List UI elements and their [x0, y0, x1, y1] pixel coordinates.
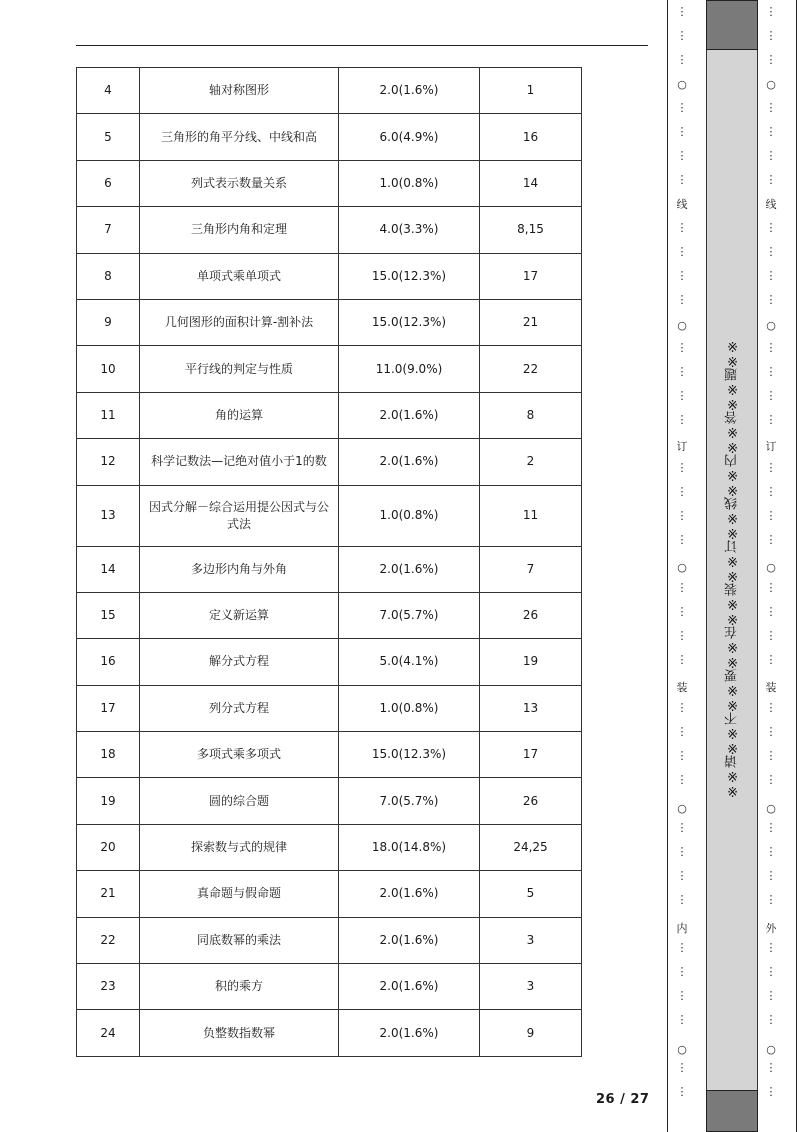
table-row — [77, 685, 582, 731]
outer-line-label: 装 — [765, 681, 777, 694]
cell-number: 7 — [77, 207, 140, 253]
inner-dot-mark: ⋮ — [676, 293, 688, 306]
outer-dot-mark: ⋮ — [765, 341, 777, 354]
cell-number: 17 — [77, 685, 140, 731]
outer-dot-mark: ⋮ — [765, 773, 777, 786]
cell-question: 3 — [480, 917, 582, 963]
inner-dot-mark: ⋮ — [676, 605, 688, 618]
inner-dot-mark: ⋮ — [676, 365, 688, 378]
cell-topic: 解分式方程 — [140, 639, 339, 685]
cell-topic: 圆的综合题 — [140, 778, 339, 824]
cell-score: 2.0(1.6%) — [339, 68, 480, 114]
cell-score: 1.0(0.8%) — [339, 160, 480, 206]
cell-number: 22 — [77, 917, 140, 963]
outer-dot-mark: ⋮ — [765, 1013, 777, 1026]
inner-dot-mark: ⋮ — [676, 1061, 688, 1074]
inner-line-label: 线 — [676, 198, 688, 211]
outer-dot-mark: ⋮ — [765, 845, 777, 858]
inner-dot-mark: ⋮ — [676, 821, 688, 834]
inner-dot-mark: ⋮ — [676, 509, 688, 522]
cell-score: 7.0(5.7%) — [339, 778, 480, 824]
cell-number: 13 — [77, 485, 140, 546]
inner-dot-mark: ⋮ — [676, 701, 688, 714]
cell-topic: 三角形内角和定理 — [140, 207, 339, 253]
outer-dot-mark: ⋮ — [765, 389, 777, 402]
outer-dot-mark: ⋮ — [765, 629, 777, 642]
cell-number: 15 — [77, 592, 140, 638]
outer-dot-mark: ⋮ — [765, 485, 777, 498]
outer-dot-mark: ⋮ — [765, 173, 777, 186]
inner-dot-mark: ⋮ — [676, 941, 688, 954]
cell-question: 8,15 — [480, 207, 582, 253]
outer-dot-mark: ⋮ — [765, 749, 777, 762]
outer-dot-mark: ⋮ — [765, 29, 777, 42]
cell-number: 23 — [77, 964, 140, 1010]
outer-dot-mark: ⋮ — [765, 653, 777, 666]
cell-topic: 角的运算 — [140, 392, 339, 438]
table-row — [77, 778, 582, 824]
inner-dot-mark: ⋮ — [676, 989, 688, 1002]
outer-dot-mark: ⋮ — [765, 125, 777, 138]
header-rule — [76, 45, 648, 46]
inner-dot-mark: ⋮ — [676, 581, 688, 594]
inner-dot-mark: ⋮ — [676, 653, 688, 666]
inner-dot-mark: ⋮ — [676, 533, 688, 546]
cell-number: 8 — [77, 253, 140, 299]
outer-dot-mark: ⋮ — [765, 869, 777, 882]
cell-question: 22 — [480, 346, 582, 392]
inner-dot-mark: ⋮ — [676, 1085, 688, 1098]
cell-topic: 轴对称图形 — [140, 68, 339, 114]
cell-number: 14 — [77, 546, 140, 592]
cell-score: 18.0(14.8%) — [339, 824, 480, 870]
inner-dot-mark: ⋮ — [676, 869, 688, 882]
binding-cap-top — [706, 0, 758, 50]
cell-score: 2.0(1.6%) — [339, 964, 480, 1010]
cell-number: 4 — [77, 68, 140, 114]
inner-dot-mark: ⋮ — [676, 749, 688, 762]
outer-dot-mark: ⋮ — [765, 245, 777, 258]
cell-topic: 定义新运算 — [140, 592, 339, 638]
outer-dot-mark: ⋮ — [765, 581, 777, 594]
outer-dot-mark: ⋮ — [765, 725, 777, 738]
inner-dot-mark: ⋮ — [676, 53, 688, 66]
inner-dot-mark: ⋮ — [676, 101, 688, 114]
table-row — [77, 346, 582, 392]
outer-binding-line — [762, 0, 780, 1132]
outer-dot-mark: ⋮ — [765, 269, 777, 282]
outer-dot-mark: ⋮ — [765, 989, 777, 1002]
cell-topic: 积的乘方 — [140, 964, 339, 1010]
table-row — [77, 871, 582, 917]
cell-number: 5 — [77, 114, 140, 160]
cell-question: 11 — [480, 485, 582, 546]
cell-topic: 真命题与假命题 — [140, 871, 339, 917]
table-row — [77, 592, 582, 638]
cell-topic: 探索数与式的规律 — [140, 824, 339, 870]
outer-dot-mark: ⋮ — [765, 1085, 777, 1098]
table-row — [77, 485, 582, 546]
inner-line-label: 内 — [676, 922, 688, 935]
inner-dot-mark: ⋮ — [676, 413, 688, 426]
cell-topic: 负整数指数幂 — [140, 1010, 339, 1056]
cell-score: 15.0(12.3%) — [339, 732, 480, 778]
cell-question: 16 — [480, 114, 582, 160]
inner-dot-mark: ⋮ — [676, 893, 688, 906]
cell-topic: 三角形的角平分线、中线和高 — [140, 114, 339, 160]
cell-number: 11 — [77, 392, 140, 438]
cell-question: 19 — [480, 639, 582, 685]
cell-question: 13 — [480, 685, 582, 731]
cell-topic: 因式分解－综合运用提公因式与公式法 — [140, 485, 339, 546]
outer-circle-mark: ○ — [766, 319, 776, 332]
outer-dot-mark: ⋮ — [765, 821, 777, 834]
inner-dot-mark: ⋮ — [676, 629, 688, 642]
outer-dot-mark: ⋮ — [765, 605, 777, 618]
table-row — [77, 639, 582, 685]
knowledge-point-table — [76, 67, 582, 1057]
cell-topic: 多边形内角与外角 — [140, 546, 339, 592]
inner-dot-mark: ⋮ — [676, 245, 688, 258]
cell-question: 1 — [480, 68, 582, 114]
cell-number: 20 — [77, 824, 140, 870]
cell-number: 21 — [77, 871, 140, 917]
outer-circle-mark: ○ — [766, 78, 776, 91]
cell-question: 3 — [480, 964, 582, 1010]
cell-question: 26 — [480, 778, 582, 824]
table-row — [77, 546, 582, 592]
binding-warning-text: ※※请※※不※※要※※在※※装※※订※※线※※内※※答※※题※※ — [725, 338, 740, 798]
cell-question: 17 — [480, 732, 582, 778]
page-number: 26 / 27 — [596, 1092, 650, 1107]
cell-question: 26 — [480, 592, 582, 638]
inner-circle-mark: ○ — [677, 78, 687, 91]
cell-number: 9 — [77, 299, 140, 345]
cell-number: 19 — [77, 778, 140, 824]
inner-dot-mark: ⋮ — [676, 221, 688, 234]
outer-circle-mark: ○ — [766, 802, 776, 815]
outer-dot-mark: ⋮ — [765, 701, 777, 714]
inner-dot-mark: ⋮ — [676, 773, 688, 786]
outer-dot-mark: ⋮ — [765, 941, 777, 954]
table-row — [77, 207, 582, 253]
outer-dot-mark: ⋮ — [765, 533, 777, 546]
inner-dot-mark: ⋮ — [676, 269, 688, 282]
outer-line-label: 外 — [765, 922, 777, 935]
cell-topic: 多项式乘多项式 — [140, 732, 339, 778]
cell-topic: 列分式方程 — [140, 685, 339, 731]
outer-circle-mark: ○ — [766, 561, 776, 574]
outer-dot-mark: ⋮ — [765, 893, 777, 906]
cell-topic: 科学记数法—记绝对值小于1的数 — [140, 439, 339, 485]
inner-circle-mark: ○ — [677, 561, 687, 574]
table-row — [77, 253, 582, 299]
inner-dot-mark: ⋮ — [676, 1013, 688, 1026]
outer-dot-mark: ⋮ — [765, 1061, 777, 1074]
outer-dot-mark: ⋮ — [765, 5, 777, 18]
cell-topic: 几何图形的面积计算-割补法 — [140, 299, 339, 345]
inner-dot-mark: ⋮ — [676, 149, 688, 162]
cell-question: 14 — [480, 160, 582, 206]
cell-number: 10 — [77, 346, 140, 392]
cell-score: 6.0(4.9%) — [339, 114, 480, 160]
cell-number: 18 — [77, 732, 140, 778]
cell-question: 2 — [480, 439, 582, 485]
cell-question: 8 — [480, 392, 582, 438]
cell-score: 2.0(1.6%) — [339, 871, 480, 917]
outer-dot-mark: ⋮ — [765, 365, 777, 378]
cell-score: 1.0(0.8%) — [339, 485, 480, 546]
outer-dot-mark: ⋮ — [765, 149, 777, 162]
cell-number: 12 — [77, 439, 140, 485]
cell-topic: 平行线的判定与性质 — [140, 346, 339, 392]
cell-score: 1.0(0.8%) — [339, 685, 480, 731]
cell-score: 7.0(5.7%) — [339, 592, 480, 638]
outer-dot-mark: ⋮ — [765, 53, 777, 66]
inner-binding-line — [673, 0, 691, 1132]
inner-dot-mark: ⋮ — [676, 725, 688, 738]
inner-dot-mark: ⋮ — [676, 125, 688, 138]
outer-line-label: 线 — [765, 198, 777, 211]
outer-line-label: 订 — [765, 440, 777, 453]
inner-dot-mark: ⋮ — [676, 341, 688, 354]
cell-score: 5.0(4.1%) — [339, 639, 480, 685]
table-row — [77, 1010, 582, 1056]
cell-score: 2.0(1.6%) — [339, 392, 480, 438]
binding-warning — [724, 338, 742, 802]
table-row — [77, 299, 582, 345]
cell-question: 5 — [480, 871, 582, 917]
cell-question: 24,25 — [480, 824, 582, 870]
inner-dot-mark: ⋮ — [676, 29, 688, 42]
cell-question: 9 — [480, 1010, 582, 1056]
binding-cap-bottom — [706, 1090, 758, 1132]
cell-score: 15.0(12.3%) — [339, 253, 480, 299]
inner-circle-mark: ○ — [677, 319, 687, 332]
inner-circle-mark: ○ — [677, 1043, 687, 1056]
cell-score: 15.0(12.3%) — [339, 299, 480, 345]
cell-score: 11.0(9.0%) — [339, 346, 480, 392]
outer-dot-mark: ⋮ — [765, 101, 777, 114]
cell-question: 21 — [480, 299, 582, 345]
table-row — [77, 439, 582, 485]
inner-dot-mark: ⋮ — [676, 173, 688, 186]
table-row — [77, 68, 582, 114]
table-row — [77, 732, 582, 778]
outer-circle-mark: ○ — [766, 1043, 776, 1056]
cell-number: 16 — [77, 639, 140, 685]
outer-dot-mark: ⋮ — [765, 413, 777, 426]
table-row — [77, 160, 582, 206]
cell-question: 17 — [480, 253, 582, 299]
cell-number: 6 — [77, 160, 140, 206]
cell-score: 2.0(1.6%) — [339, 439, 480, 485]
inner-line-label: 装 — [676, 681, 688, 694]
table-row — [77, 917, 582, 963]
cell-score: 2.0(1.6%) — [339, 546, 480, 592]
cell-score: 2.0(1.6%) — [339, 917, 480, 963]
inner-dot-mark: ⋮ — [676, 965, 688, 978]
cell-topic: 单项式乘单项式 — [140, 253, 339, 299]
inner-line-label: 订 — [676, 440, 688, 453]
table-row — [77, 964, 582, 1010]
cell-score: 2.0(1.6%) — [339, 1010, 480, 1056]
cell-number: 24 — [77, 1010, 140, 1056]
cell-score: 4.0(3.3%) — [339, 207, 480, 253]
outer-dot-mark: ⋮ — [765, 293, 777, 306]
inner-dot-mark: ⋮ — [676, 389, 688, 402]
outer-dot-mark: ⋮ — [765, 461, 777, 474]
inner-dot-mark: ⋮ — [676, 5, 688, 18]
outer-dot-mark: ⋮ — [765, 509, 777, 522]
table-row — [77, 114, 582, 160]
table-row — [77, 824, 582, 870]
cell-question: 7 — [480, 546, 582, 592]
inner-dot-mark: ⋮ — [676, 845, 688, 858]
outer-dot-mark: ⋮ — [765, 221, 777, 234]
cell-topic: 列式表示数量关系 — [140, 160, 339, 206]
cell-topic: 同底数幂的乘法 — [140, 917, 339, 963]
inner-dot-mark: ⋮ — [676, 485, 688, 498]
table-row — [77, 392, 582, 438]
outer-dot-mark: ⋮ — [765, 965, 777, 978]
inner-circle-mark: ○ — [677, 802, 687, 815]
inner-dot-mark: ⋮ — [676, 461, 688, 474]
